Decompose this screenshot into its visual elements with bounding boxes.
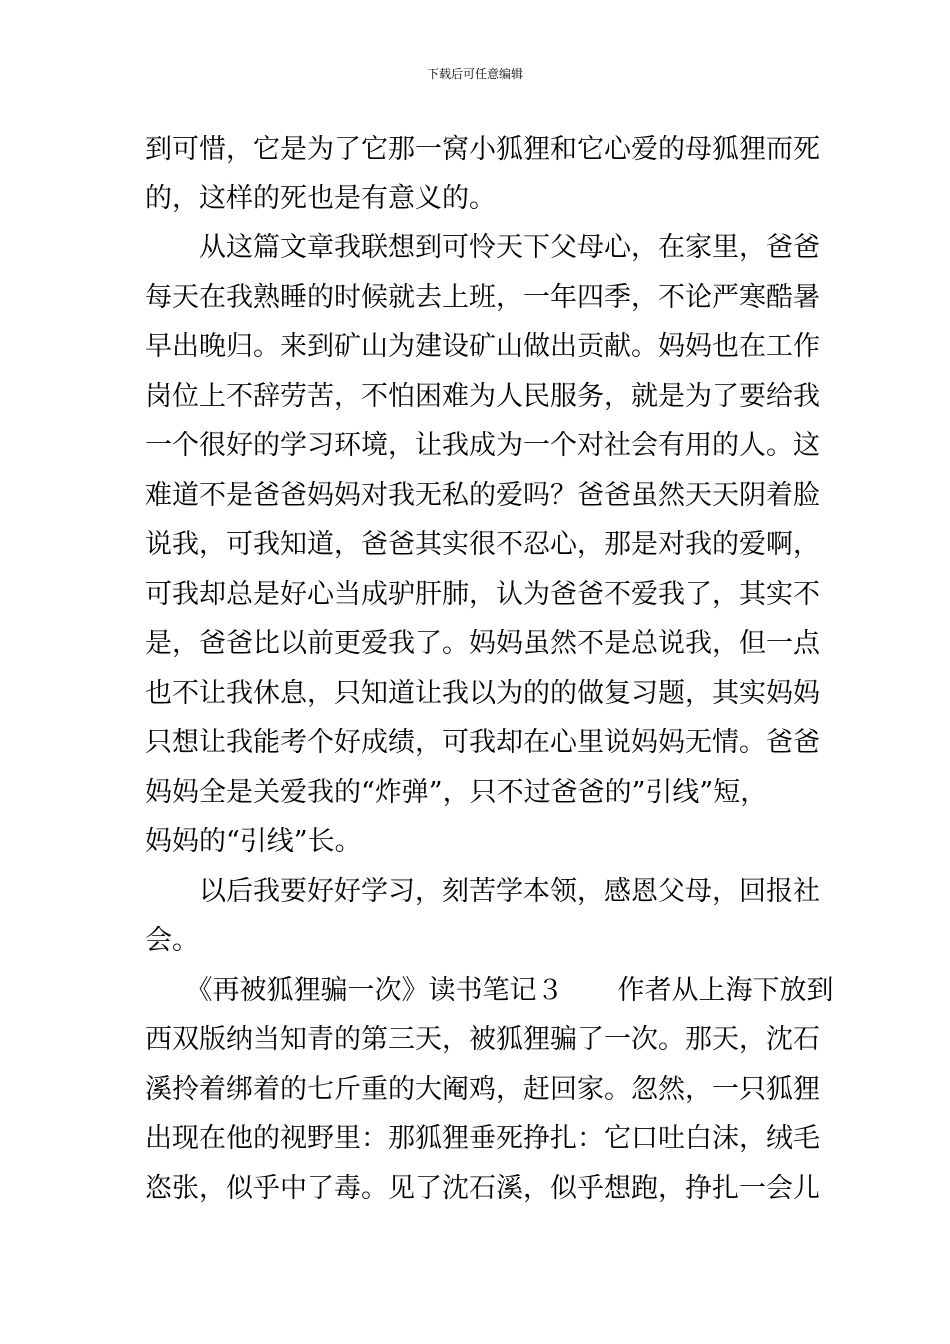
text-line: 以后我要好好学习，刻苦学本领，感恩父母，回报社 <box>145 876 820 907</box>
text-line: 早出晚归。来到矿山为建设矿山做出贡献。妈妈也在工作 <box>145 331 820 362</box>
text-line: 难道不是爸爸妈妈对我无私的爱吗？爸爸虽然天天阴着脸 <box>145 480 820 511</box>
text-line: 一个很好的学习环境，让我成为一个对社会有用的人。这 <box>145 430 820 461</box>
text-line: 是，爸爸比以前更爱我了。妈妈虽然不是总说我，但一点 <box>145 628 820 659</box>
text-line: 妈妈全是关爱我的“炸弹”，只不过爸爸的”引线”短， <box>145 777 768 808</box>
text-line: 从这篇文章我联想到可怜天下父母心，在家里，爸爸 <box>145 232 820 263</box>
text-line: 也不让我休息，只知道让我以为的的做复习题，其实妈妈 <box>145 678 820 709</box>
text-line: 说我，可我知道，爸爸其实很不忍心，那是对我的爱啊， <box>145 529 820 560</box>
text-line: 的，这样的死也是有意义的。 <box>145 183 496 214</box>
text-line: 岗位上不辞劳苦，不怕困难为人民服务，就是为了要给我 <box>145 381 820 412</box>
text-line: 溪拎着绑着的七斤重的大阉鸡，赶回家。忽然，一只狐狸 <box>145 1074 820 1105</box>
text-line: 只想让我能考个好成绩，可我却在心里说妈妈无情。爸爸 <box>145 727 820 758</box>
text-line: 恣张，似乎中了毒。见了沈石溪，似乎想跑，挣扎一会儿 <box>145 1173 820 1204</box>
text-line: 会。 <box>145 925 199 956</box>
text-line: 可我却总是好心当成驴肝肺，认为爸爸不爱我了，其实不 <box>145 579 820 610</box>
page-header: 下载后可任意编辑 <box>426 67 523 81</box>
text-line: 到可惜，它是为了它那一窝小狐狸和它心爱的母狐狸而死 <box>145 134 820 165</box>
text-line: 《再被狐狸骗一次》读书笔记３ 作者从上海下放到 <box>145 975 834 1006</box>
text-line: 每天在我熟睡的时候就去上班，一年四季，不论严寒酷暑 <box>145 282 820 313</box>
text-line: 西双版纳当知青的第三天，被狐狸骗了一次。那天，沈石 <box>145 1024 820 1055</box>
text-line: 妈妈的“引线”长。 <box>145 826 362 857</box>
text-line: 出现在他的视野里：那狐狸垂死挣扎：它口吐白沫，绒毛 <box>145 1123 820 1154</box>
